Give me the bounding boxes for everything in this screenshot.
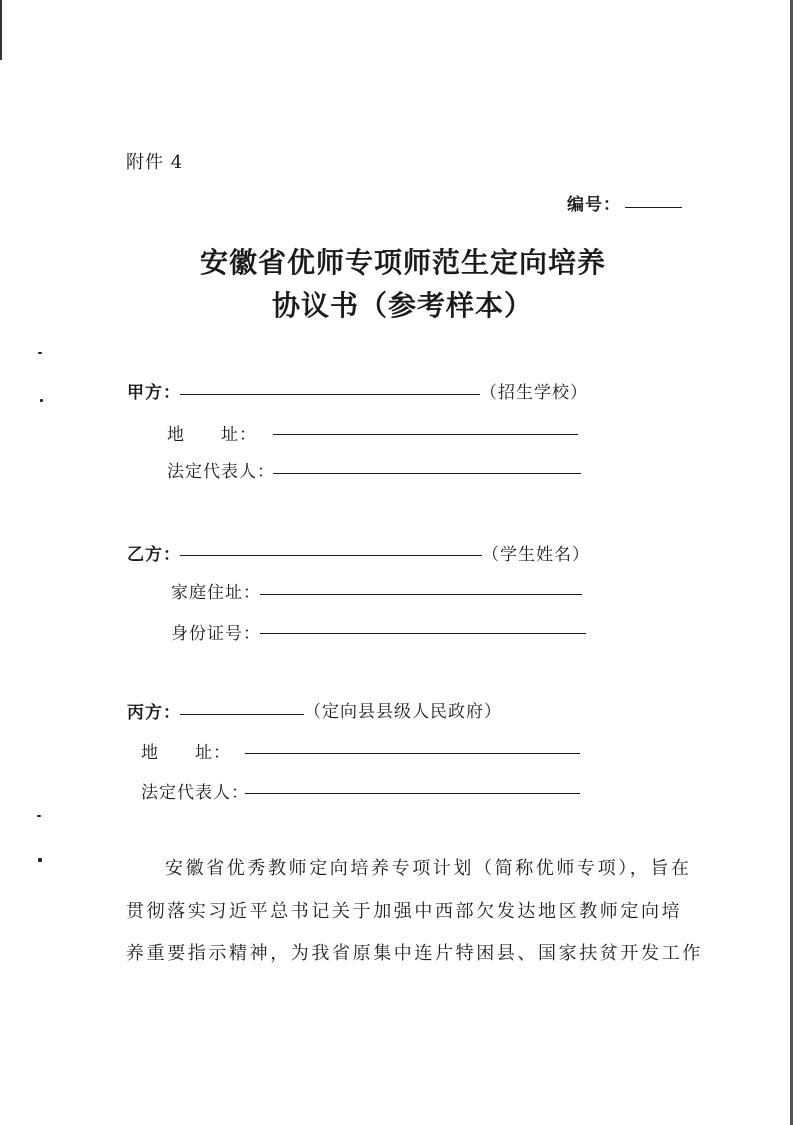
party-b-home-blank[interactable] xyxy=(260,594,582,595)
party-c-rep-label: 法定代表人： xyxy=(141,783,249,803)
document-title-line2: 协议书（参考样本） xyxy=(272,289,534,322)
party-c-address-label: 地 址： xyxy=(141,743,231,763)
scan-speck xyxy=(40,399,43,402)
scan-speck xyxy=(38,858,42,862)
body-paragraph-line1: 安徽省优秀教师定向培养专项计划（简称优师专项），旨在 xyxy=(165,858,692,879)
attachment-label: 附件 4 xyxy=(126,152,184,173)
body-paragraph-line3: 养重要指示精神，为我省原集中连片特困县、国家扶贫开发工作 xyxy=(126,943,703,964)
scan-speck xyxy=(38,352,42,354)
document-title-line1: 安徽省优师专项师范生定向培养 xyxy=(200,246,607,279)
party-b-home-label: 家庭住址： xyxy=(171,583,261,603)
party-a-rep-label: 法定代表人： xyxy=(167,462,275,482)
party-c-label: 丙方： xyxy=(127,703,181,723)
party-a-address-blank[interactable] xyxy=(273,434,578,435)
body-paragraph-line2: 贯彻落实习近平总书记关于加强中西部欠发达地区教师定向培 xyxy=(126,901,683,922)
party-a-name-blank[interactable] xyxy=(180,394,480,395)
party-b-label: 乙方： xyxy=(127,545,181,565)
number-blank[interactable] xyxy=(625,207,682,208)
party-a-note: （招生学校） xyxy=(480,383,588,403)
party-b-id-label: 身份证号： xyxy=(171,624,261,644)
party-b-name-blank[interactable] xyxy=(180,555,482,556)
party-a-rep-blank[interactable] xyxy=(273,473,581,474)
party-c-rep-blank[interactable] xyxy=(245,793,580,794)
party-b-note: （学生姓名） xyxy=(482,545,590,565)
party-c-address-blank[interactable] xyxy=(245,753,580,754)
scan-speck xyxy=(37,815,41,817)
party-b-id-blank[interactable] xyxy=(260,633,586,634)
party-a-address-label: 地 址： xyxy=(167,425,257,445)
scan-edge-left xyxy=(0,0,2,60)
party-c-note: （定向县县级人民政府） xyxy=(304,702,502,722)
party-a-label: 甲方： xyxy=(127,383,181,403)
number-label: 编号： xyxy=(567,195,621,215)
party-c-name-blank[interactable] xyxy=(180,714,304,715)
